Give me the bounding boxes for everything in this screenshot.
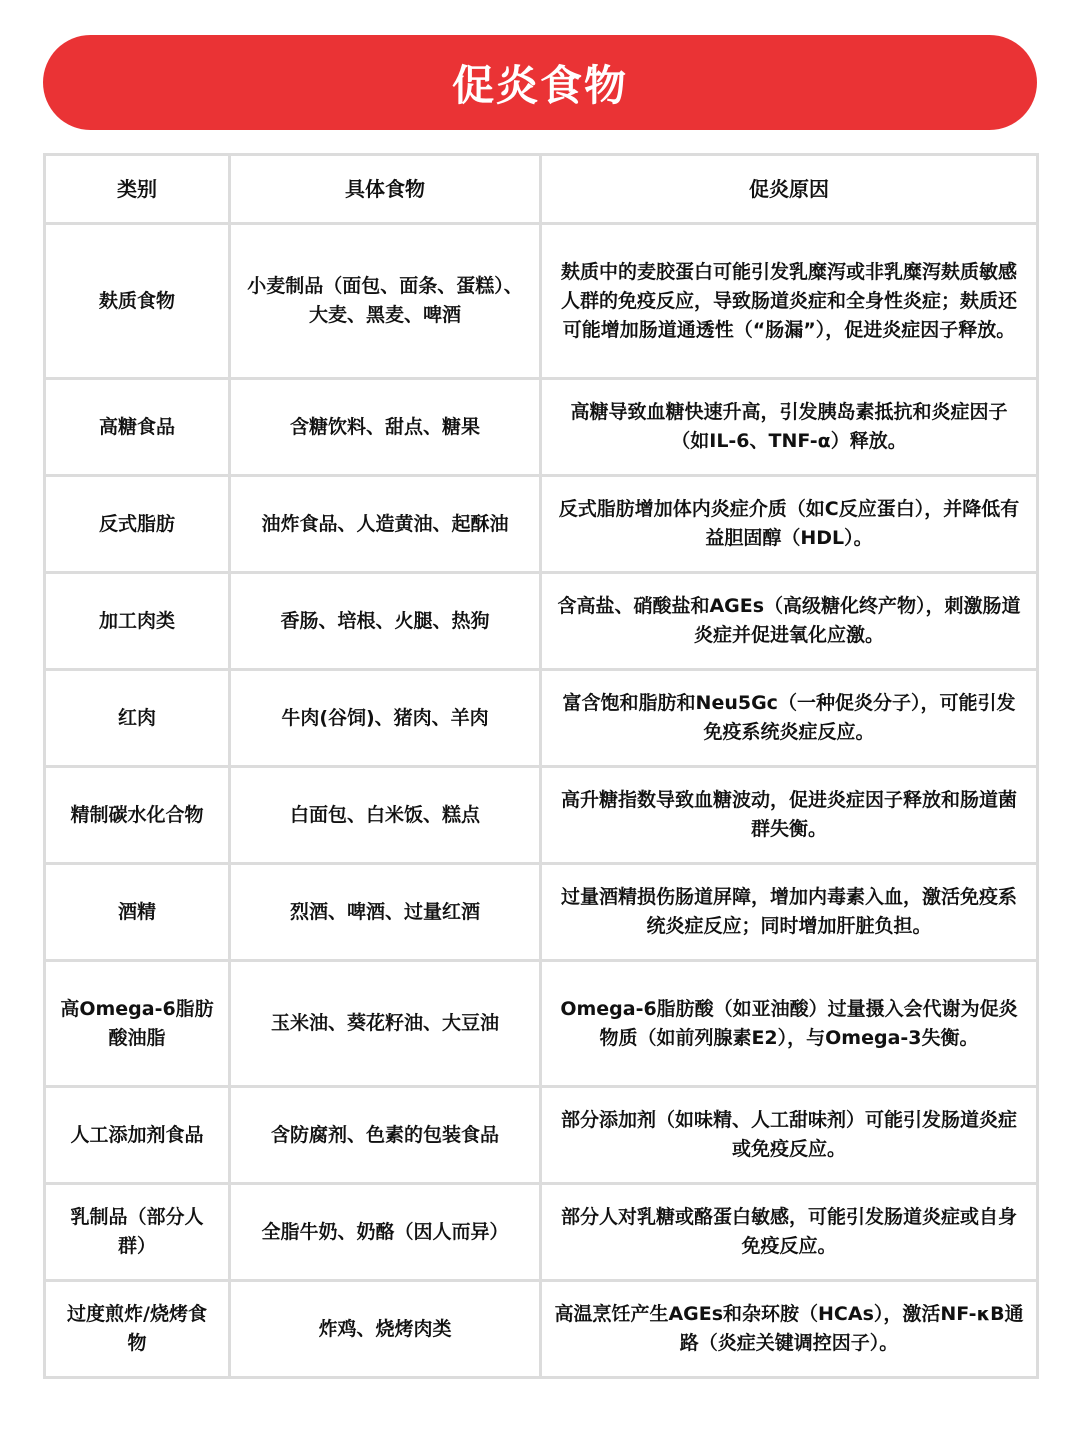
table-row [45,864,1038,961]
category-cell: 红肉 [45,670,230,767]
header-reason: 促炎原因 [541,155,1038,224]
reason-cell: 反式脂肪增加体内炎症介质（如C反应蛋白），并降低有益胆固醇（HDL）。 [541,476,1038,573]
table-header-row [45,155,1038,224]
category-cell: 精制碳水化合物 [45,767,230,864]
foods-cell: 烈酒、啤酒、过量红酒 [230,864,541,961]
table-row [45,476,1038,573]
reason-cell: 部分人对乳糖或酪蛋白敏感，可能引发肠道炎症或自身免疫反应。 [541,1184,1038,1281]
category-cell: 乳制品（部分人群） [45,1184,230,1281]
header-foods: 具体食物 [230,155,541,224]
category-cell: 酒精 [45,864,230,961]
table-row [45,1087,1038,1184]
foods-cell: 白面包、白米饭、糕点 [230,767,541,864]
category-cell: 反式脂肪 [45,476,230,573]
table-row [45,1281,1038,1378]
category-cell: 过度煎炸/烧烤食物 [45,1281,230,1378]
foods-cell: 牛肉(谷饲)、猪肉、羊肉 [230,670,541,767]
foods-cell: 油炸食品、人造黄油、起酥油 [230,476,541,573]
reason-cell: 麸质中的麦胶蛋白可能引发乳糜泻或非乳糜泻麸质敏感人群的免疫反应，导致肠道炎症和全身性炎症；麸质还可能增加肠道通透性（“肠漏”），促进炎症因子释放。 [541,224,1038,379]
table-row [45,573,1038,670]
reason-cell: Omega-6脂肪酸（如亚油酸）过量摄入会代谢为促炎物质（如前列腺素E2），与Omega-3失衡。 [541,961,1038,1087]
table-row [45,379,1038,476]
foods-cell: 全脂牛奶、奶酪（因人而异） [230,1184,541,1281]
foods-cell: 含糖饮料、甜点、糖果 [230,379,541,476]
category-cell: 人工添加剂食品 [45,1087,230,1184]
reason-cell: 富含饱和脂肪和Neu5Gc（一种促炎分子），可能引发免疫系统炎症反应。 [541,670,1038,767]
reason-cell: 高升糖指数导致血糖波动，促进炎症因子释放和肠道菌群失衡。 [541,767,1038,864]
category-cell: 高糖食品 [45,379,230,476]
title-banner [43,35,1037,130]
table-row [45,1184,1038,1281]
foods-cell: 炸鸡、烧烤肉类 [230,1281,541,1378]
reason-cell: 过量酒精损伤肠道屏障，增加内毒素入血，激活免疫系统炎症反应；同时增加肝脏负担。 [541,864,1038,961]
foods-cell: 香肠、培根、火腿、热狗 [230,573,541,670]
category-cell: 高Omega-6脂肪酸油脂 [45,961,230,1087]
reason-cell: 高温烹饪产生AGEs和杂环胺（HCAs），激活NF-κB通路（炎症关键调控因子）。 [541,1281,1038,1378]
category-cell: 加工肉类 [45,573,230,670]
reason-cell: 含高盐、硝酸盐和AGEs（高级糖化终产物），刺激肠道炎症并促进氧化应激。 [541,573,1038,670]
table-row [45,224,1038,379]
header-category: 类别 [45,155,230,224]
table-row [45,670,1038,767]
reason-cell: 高糖导致血糖快速升高，引发胰岛素抵抗和炎症因子（如IL-6、TNF-α）释放。 [541,379,1038,476]
reason-cell: 部分添加剂（如味精、人工甜味剂）可能引发肠道炎症或免疫反应。 [541,1087,1038,1184]
foods-cell: 含防腐剂、色素的包装食品 [230,1087,541,1184]
page-title: 促炎食物 [451,60,628,110]
category-cell: 麸质食物 [45,224,230,379]
inflammatory-food-table [43,153,1039,1379]
foods-cell: 小麦制品（面包、面条、蛋糕）、大麦、黑麦、啤酒 [230,224,541,379]
table-row [45,961,1038,1087]
table-row [45,767,1038,864]
foods-cell: 玉米油、葵花籽油、大豆油 [230,961,541,1087]
